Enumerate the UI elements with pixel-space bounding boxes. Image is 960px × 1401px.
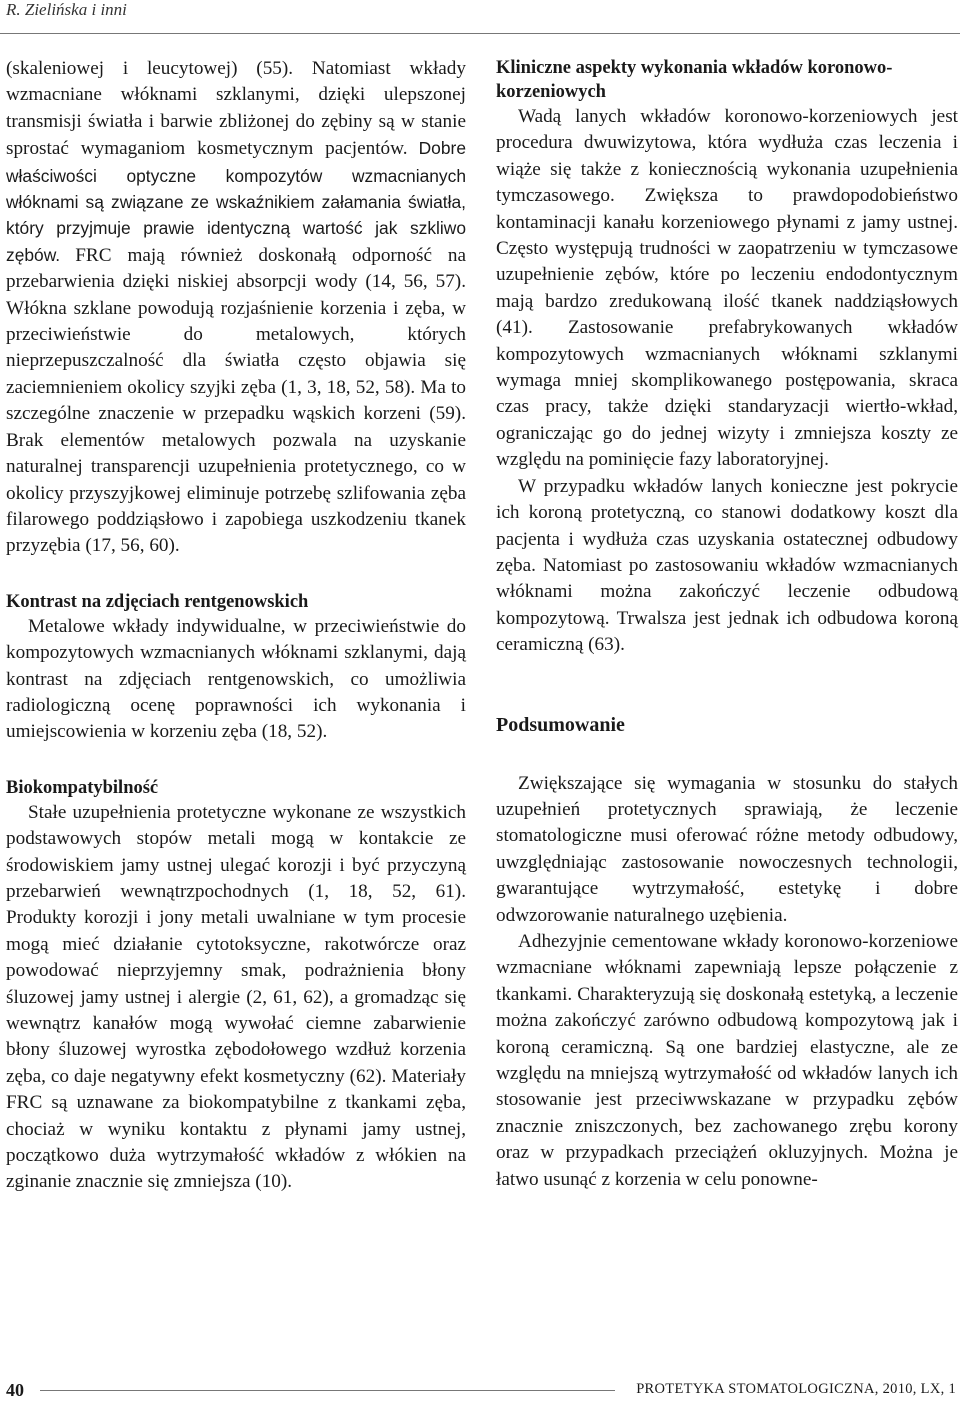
paragraph-podsumowanie-2: Adhezyjnie cementowane wkłady koronowo-korzeniowe wzmacniane włóknami zapewniają lepsze połączenie z tkankami. Charakteryzują się doskonałą estetyką, a leczenie można zakończyć zarówno odbudową kompozytową jak i koroną ceramiczną. Są one bardziej elastyczne, ale ze względu na mniejszą wytrzymałość od wkładów lanych ich stosowanie jest przeciwwskazane w przypadku zębów znacznie zniszczonych, bez zachowanego zrębu korony oraz w przypadkach przeciążeń okluzyjnych. Można je łatwo usunąć z korzenia w celu ponowne-: [496, 930, 958, 1190]
left-column: [6, 56, 466, 1196]
header-rule: [0, 33, 960, 34]
section-heading-kliniczne: Kliniczne aspekty wykonania wkładów koronowo-korzeniowych: [496, 58, 893, 102]
paragraph-kliniczne-1: Wadą lanych wkładów koronowo-korzeniowych jest procedura dwuwizytowa, która wydłuża czas leczenia i wiąże się także z koniecznością wykonania uzupełnienia tymczasowego. Zwiększa to prawdopodobieństwo kontaminacji kanału korzeniowego płynami z jamy ustnej. Często występują trudności w zaopatrzeniu w tymczasowe uzupełnienie zębów, które po leczeniu endodontycznym mają bardzo zredukowaną ilość tkanek naddziąsłowych (41). Zastosowanie prefabrykowanych wkładów kompozytowych wzmacnianych włóknami szklanymi wymaga mniej skomplikowanego postępowania, skraca czas pracy, także dzięki standaryzacji wiertło-wkład, ograniczając go do jednej wizyty i zmniejsza koszty ze względu na pominięcie fazy laboratoryjnej.: [496, 106, 958, 471]
journal-reference: PROTETYKA STOMATOLOGICZNA, 2010, LX, 1: [636, 1381, 956, 1397]
paragraph-kontrast: Metalowe wkłady indywidualne, w przeciwieństwie do kompozytowych wzmacnianych włóknami szklanymi, dają kontrast na zdjęciach rentgenowskich, co umożliwia radiologiczną ocenę poprawności ich wykonania i umiejscowienia w korzeniu zęba (18, 52).: [6, 615, 466, 743]
running-head: R. Zielińska i inni: [6, 0, 127, 19]
page-number: 40: [6, 1380, 24, 1400]
text-segment: (skaleniowej i leucytowej) (55). Natomiast wkłady wzmacniane włóknami szklanymi, dzięki ulepszonej transmisji światła i barwie zbliżonej do zębiny są w stanie sprostać wymaganiom kosmetycznym pacjentów.: [6, 58, 466, 160]
right-column: [496, 56, 958, 1193]
section-heading-kontrast: Kontrast na zdjęciach rentgenowskich: [6, 591, 309, 612]
section-heading-podsumowanie: Podsumowanie: [496, 713, 625, 736]
footer-rule: [40, 1390, 615, 1391]
text-segment-sans: Dobre właściwości optyczne kompozytów wzmacnianych włóknami są związane ze wskaźnikiem załamania światła, który przyjmuje prawie identyczną wartość jak szkliwo zębów.: [6, 138, 466, 265]
paragraph-podsumowanie-1: Zwiększające się wymagania w stosunku do stałych uzupełnień protetycznych sprawiają, że leczenie stomatologiczne musi oferować różne metody odbudowy, uwzględniając zastosowanie nowoczesnych technologii, gwarantujące wytrzymałość, estetykę i dobre odwzorowanie naturalnego uzębienia.: [496, 772, 958, 926]
paragraph-biokompatybilnosc: Stałe uzupełnienia protetyczne wykonane ze wszystkich podstawowych stopów metali mogą w kontakcie ze środowiskiem jamy ustnej ulegać korozji i być przyczyną przebarwień wewnątrzpochodnych (1, 18, 52, 61). Produkty korozji i jony metali uwalniane w tym procesie mogą mieć działanie cytotoksyczne, rakotwórcze oraz powodować nieprzyjemny smak, podrażnienia błony śluzowej jamy ustnej i alergie (2, 61, 62), a gromadząc się wewnątrz kanałów mogą wywołać ciemne zabarwienie błony śluzowej wyrostka zębodołowego wzdłuż korzenia zęba, co daje negatywny efekt kosmetyczny (62). Materiały FRC są uznawane za biokompatybilne z tkankami zęba, chociaż w wyniku kontaktu z płynami jamy ustnej, początkowo duża wytrzymałość wkładów z włókien na zginanie znacznie się zmniejsza (10).: [6, 801, 466, 1193]
paragraph-optics: [6, 56, 466, 560]
text-segment: FRC mają również doskonałą odporność na przebarwienia dzięki niskiej absorpcji wody (14, 56, 57). Włókna szklane powodują rozjaśnienie korzenia i zęba, w przeciwieństwie do metalowych, których nieprzepuszczalność dla światła często objawia się zaciemnieniem okolicy szyjki zęba (1, 3, 18, 52, 58). Ma to szczególne znaczenie w przepadku wąskich korzeni (59). Brak elementów metalowych pozwala na uzyskanie naturalnej transparencji uzupełnienia protetycznego, co w okolicy przyszyjkowej eliminuje potrzebę szlifowania zęba filarowego poddziąsłowo i zapobiega uszkodzeniu tkanek przyzębia (17, 56, 60).: [6, 244, 466, 557]
section-heading-biokompatybilnosc: Biokompatybilność: [6, 777, 159, 798]
paragraph-kliniczne-2: W przypadku wkładów lanych konieczne jest pokrycie ich koroną protetyczną, co stanowi dodatkowy koszt dla pacjenta i wydłuża czas uzyskania ostatecznej odbudowy zęba. Natomiast po zastosowaniu wkładów wzmacnianych włóknami można zakończyć leczenie odbudową kompozytową. Trwalsza jest jednak ich odbudowa koroną ceramiczną (63).: [496, 475, 958, 656]
